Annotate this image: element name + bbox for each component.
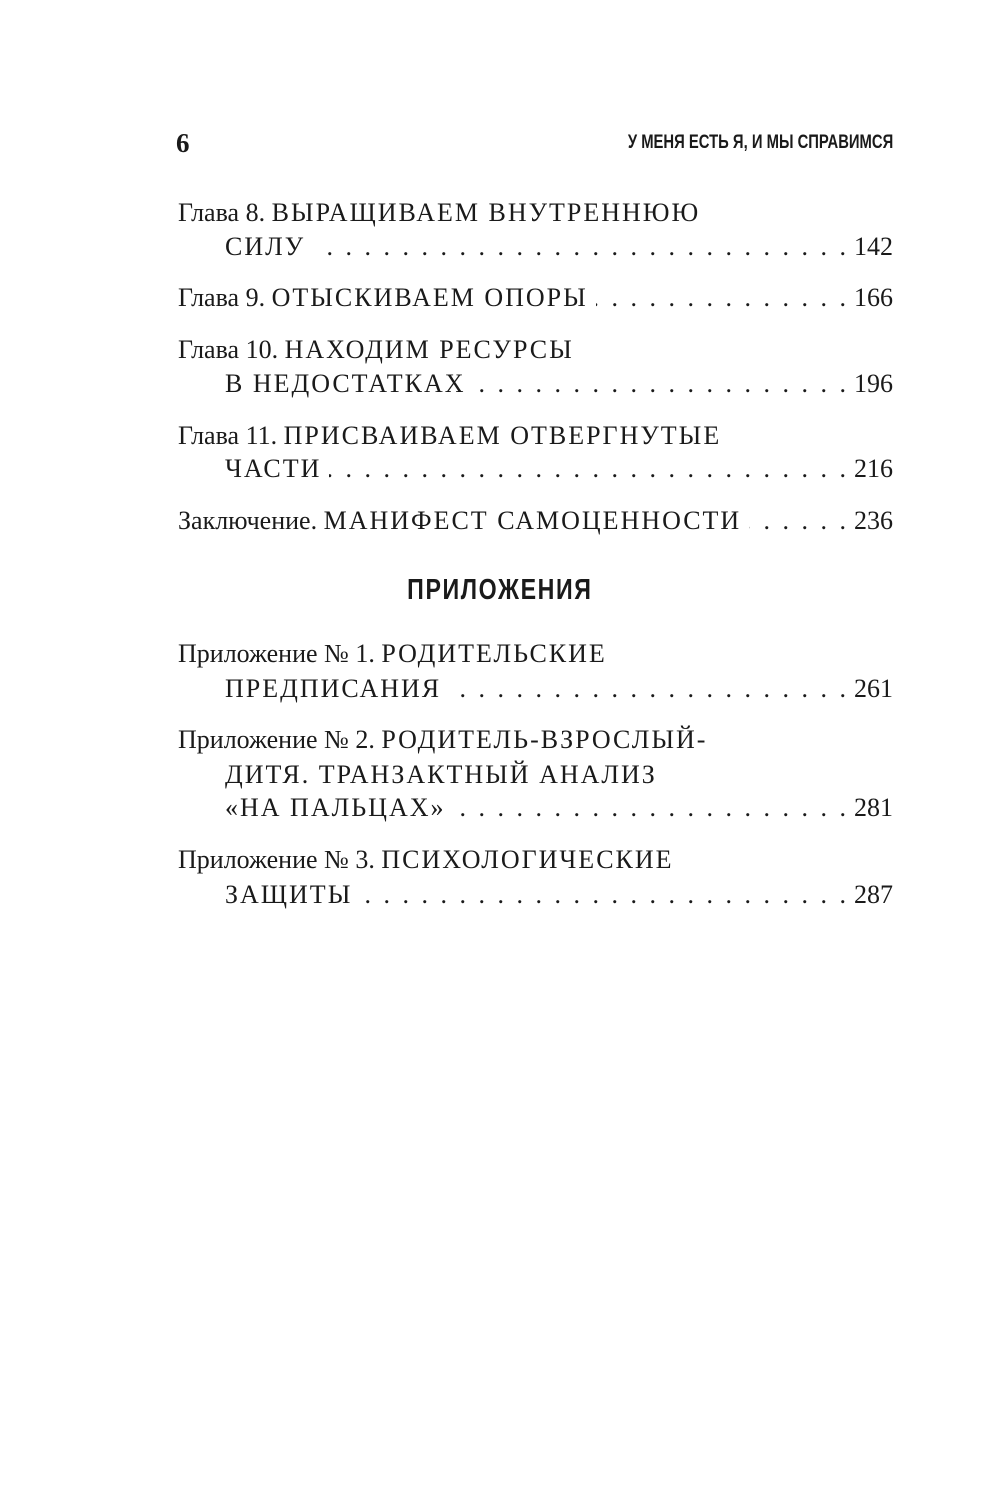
toc-entry-chapter-8[interactable] xyxy=(178,196,893,230)
toc-entry-appendix-3-cont xyxy=(225,878,893,912)
appendix-heading: ПРИЛОЖЕНИЯ xyxy=(407,574,593,606)
toc-entry-chapter-11-cont xyxy=(225,452,893,486)
dot-leader xyxy=(313,230,846,264)
entry-title: ПРИСВАИВАЕМ ОТВЕРГНУТЫЕ xyxy=(283,421,722,450)
entry-title: В НЕДОСТАТКАХ xyxy=(225,369,466,398)
dot-leader xyxy=(360,878,846,912)
entry-label: Приложение № 1. xyxy=(178,639,375,668)
entry-page: 236 xyxy=(854,506,893,535)
entry-page: 142 xyxy=(854,232,893,261)
dot-leader xyxy=(449,672,846,706)
dot-leader xyxy=(749,504,846,538)
dot-leader xyxy=(454,791,847,825)
dot-leader xyxy=(474,367,846,401)
entry-label: Приложение № 2. xyxy=(178,725,375,754)
entry-page: 261 xyxy=(854,674,893,703)
entry-title: ПСИХОЛОГИЧЕСКИЕ xyxy=(381,845,674,874)
toc-entry-appendix-1-cont xyxy=(225,672,893,706)
entry-page: 281 xyxy=(854,793,893,822)
entry-title: «НА ПАЛЬЦАХ» xyxy=(225,793,446,822)
dot-leader xyxy=(329,452,846,486)
entry-page: 287 xyxy=(854,880,893,909)
entry-label: Глава 10. xyxy=(178,335,279,364)
toc-entry-chapter-11[interactable] xyxy=(178,419,893,453)
entry-title: ОТЫСКИВАЕМ ОПОРЫ xyxy=(271,283,588,312)
toc-entry-appendix-1[interactable] xyxy=(178,637,893,671)
page-number: 6 xyxy=(176,128,190,158)
entry-title: РОДИТЕЛЬСКИЕ xyxy=(381,639,607,668)
toc-entry-appendix-3[interactable] xyxy=(178,843,893,877)
entry-label: Заключение. xyxy=(178,506,318,535)
entry-label: Глава 9. xyxy=(178,283,266,312)
entry-label: Глава 8. xyxy=(178,198,266,227)
entry-title: ЗАЩИТЫ xyxy=(225,880,353,909)
toc-entry-chapter-10[interactable] xyxy=(178,333,893,367)
toc-entry-appendix-2-cont2 xyxy=(225,791,893,825)
toc-entry-appendix-2-cont xyxy=(225,758,893,792)
entry-page: 216 xyxy=(854,454,893,483)
entry-title: МАНИФЕСТ САМОЦЕННОСТИ xyxy=(323,506,742,535)
entry-title: ВЫРАЩИВАЕМ ВНУТРЕННЮЮ xyxy=(271,198,701,227)
entry-title: ЧАСТИ xyxy=(225,454,322,483)
dot-leader xyxy=(596,281,846,315)
entry-title: ПРЕДПИСАНИЯ xyxy=(225,674,442,703)
running-title: У МЕНЯ ЕСТЬ Я, И МЫ СПРАВИМСЯ xyxy=(627,132,893,153)
entry-title: СИЛУ xyxy=(225,232,306,261)
toc-entry-chapter-9[interactable] xyxy=(178,281,893,315)
entry-title: ДИТЯ. ТРАНЗАКТНЫЙ АНАЛИЗ xyxy=(225,760,657,789)
entry-page: 166 xyxy=(854,283,893,312)
toc-entry-chapter-10-cont xyxy=(225,367,893,401)
entry-label: Приложение № 3. xyxy=(178,845,375,874)
toc-entry-appendix-2[interactable] xyxy=(178,723,893,757)
entry-title: НАХОДИМ РЕСУРСЫ xyxy=(284,335,574,364)
toc-entry-chapter-8-cont xyxy=(225,230,893,264)
toc-entry-conclusion[interactable] xyxy=(178,504,893,538)
entry-label: Глава 11. xyxy=(178,421,278,450)
entry-title: РОДИТЕЛЬ-ВЗРОСЛЫЙ- xyxy=(381,725,708,754)
entry-page: 196 xyxy=(854,369,893,398)
